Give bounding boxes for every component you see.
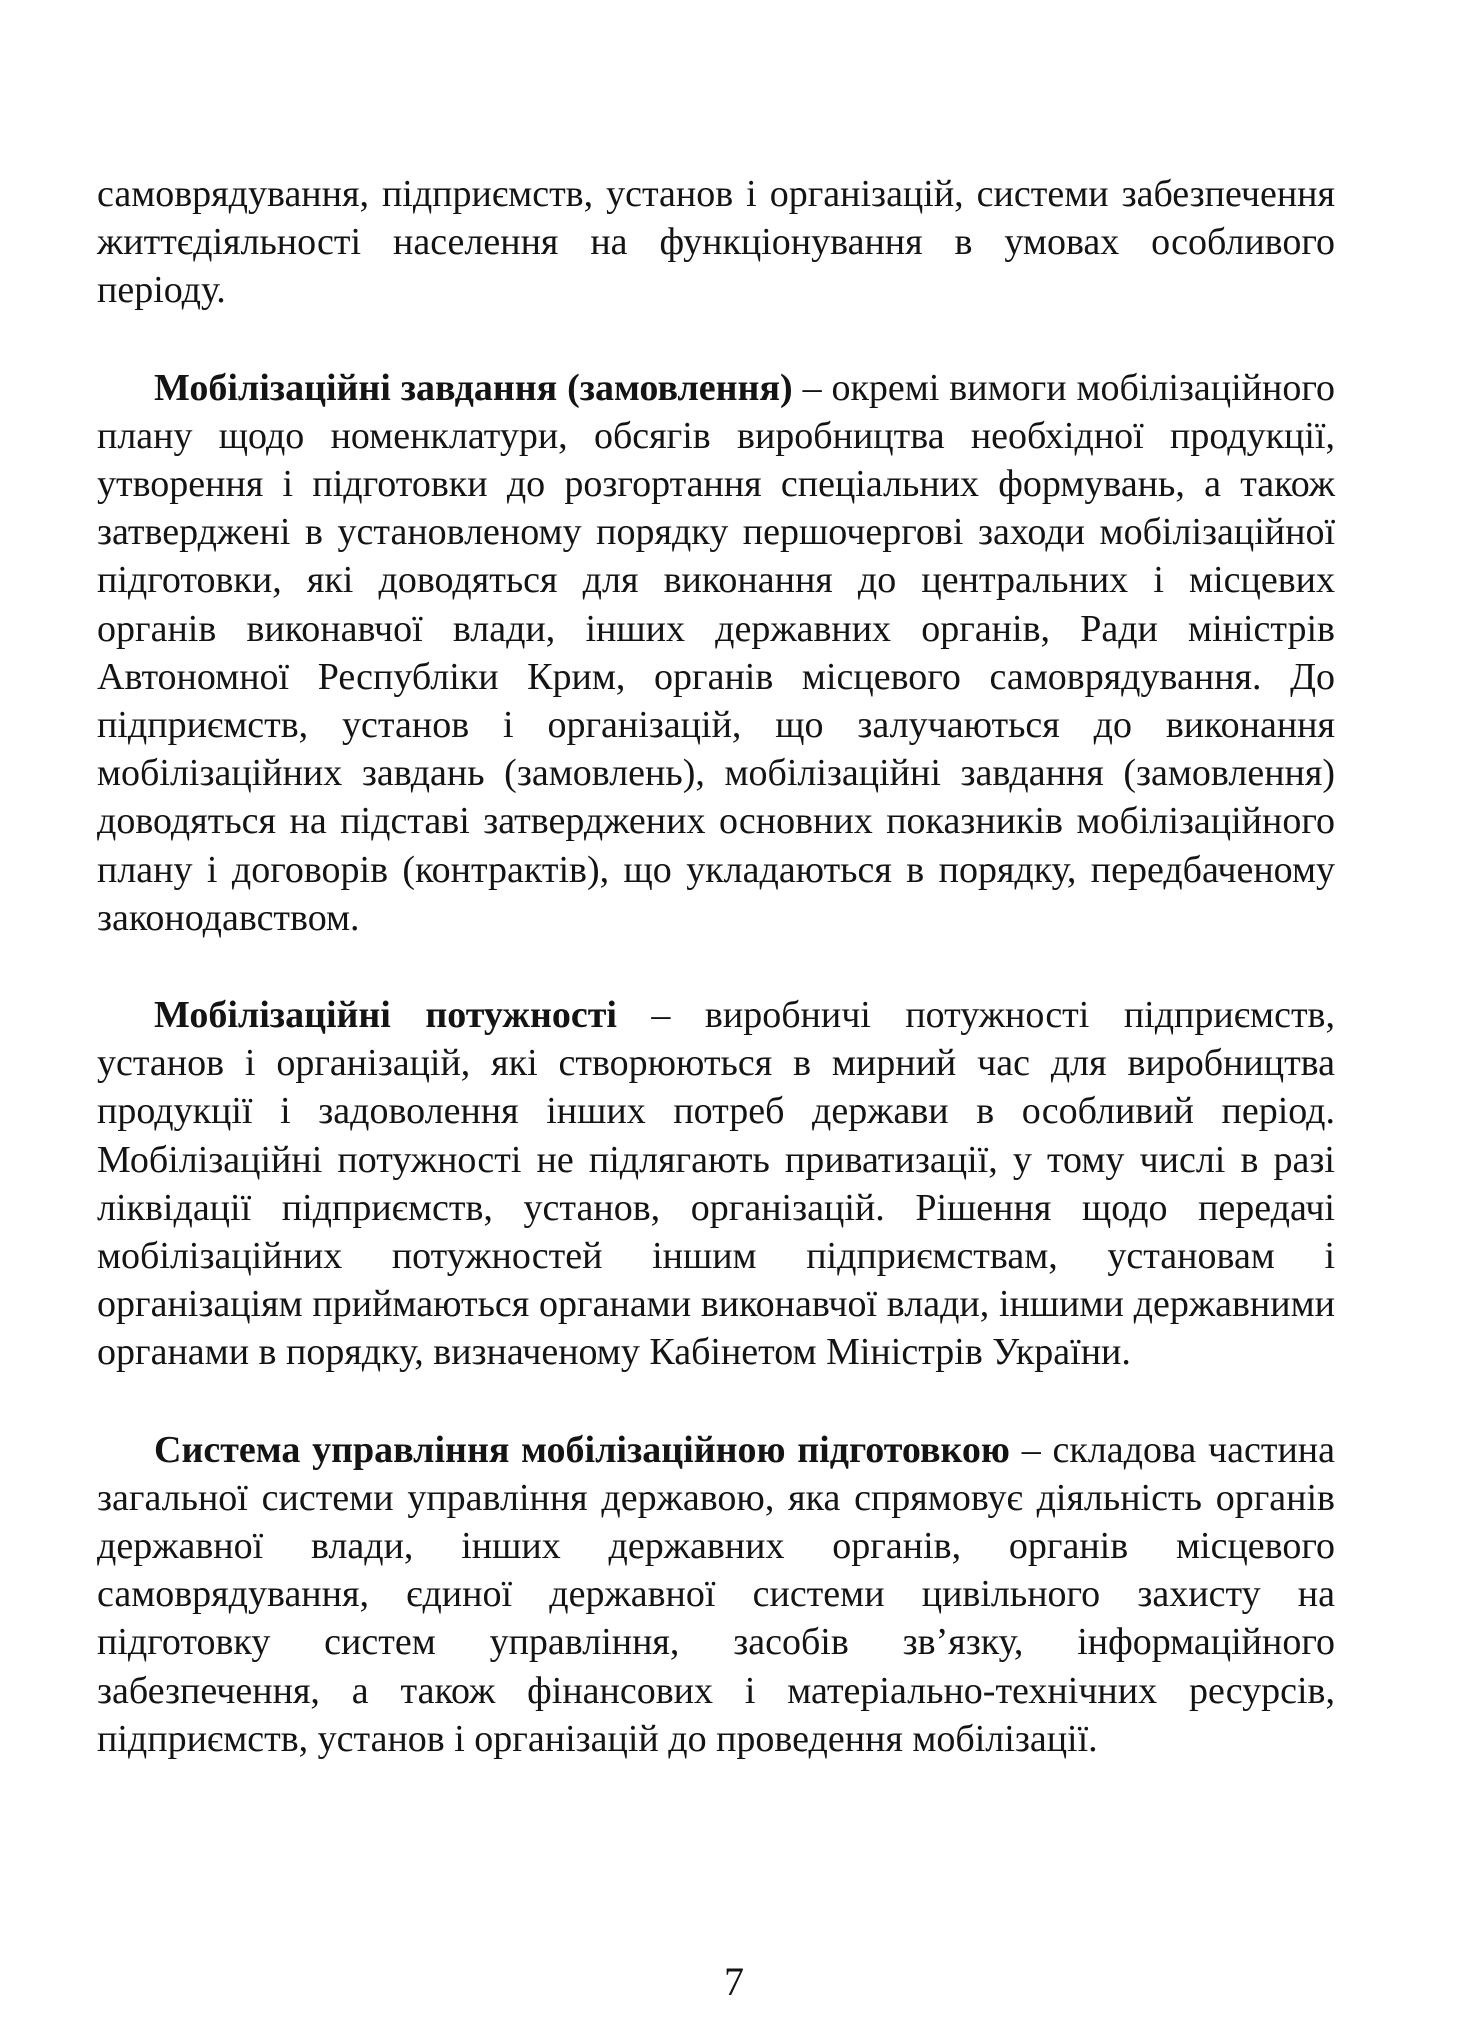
paragraph-gap (97, 315, 1335, 364)
definition-text: – виробничі потужності підприємств, установ і організацій, які створюються в мирний час для виробництва продукції і задоволення інших потреб держави в особливий період. Мобілізаційні потужності не підлягають приватизації, у тому числі в разі ліквідації підприємств, установ, організацій. Рішення щодо передачі мобілізаційних потужностей іншим підприємствам, установам і організаціям приймаються органами виконавчої влади, іншими державними органами в порядку, визначеному Кабінетом Міністрів України. (97, 994, 1335, 1374)
definition-text: – складова частина загальної системи управління державою, яка спрямовує діяльність органів державної влади, інших державних органів, органів місцевого самоврядування, єдиної державної системи цивільного захисту на підготовку систем управління, засобів зв’язку, інформаційного забезпечення, а також фінансових і матеріально-технічних ресурсів, підприємств, установ і організацій до проведення мобілізації. (97, 1428, 1335, 1760)
document-page (97, 170, 1335, 1763)
definition-text: – окремі вимоги мобілізаційного плану щодо номенклатури, обсягів виробництва необхідної продукції, утворення і підготовки до розгортання спеціальних формувань, а також затверджені в установленому порядку першочергові заходи мобілізаційної підготовки, які доводяться для виконання до центральних і місцевих органів виконавчої влади, інших державних органів, Ради міністрів Автономної Республіки Крим, органів місцевого самоврядування. До підприємств, установ і організацій, що залучаються до виконання мобілізаційних завдань (замовлень), мобілізаційні завдання (замовлення) доводяться на підставі затверджених основних показників мобілізаційного плану і договорів (контрактів), що укладаються в порядку, передбаченому законодавством. (97, 366, 1335, 939)
definition-paragraph (97, 364, 1335, 942)
page-number: 7 (724, 1959, 744, 2004)
paragraph-gap (97, 942, 1335, 991)
definition-paragraph (97, 1426, 1335, 1763)
term-heading: Система управління мобілізаційною підготовкою (154, 1428, 1010, 1471)
definition-paragraph (97, 991, 1335, 1377)
term-heading: Мобілізаційні потужності (154, 994, 617, 1037)
continuation-paragraph: самоврядування, підприємств, установ і організацій, системи забезпечення життєдіяльності населення на функціонування в умовах особливого періоду. (97, 173, 1335, 312)
paragraph-gap (97, 1377, 1335, 1426)
term-heading: Мобілізаційні завдання (замовлення) (154, 366, 793, 409)
